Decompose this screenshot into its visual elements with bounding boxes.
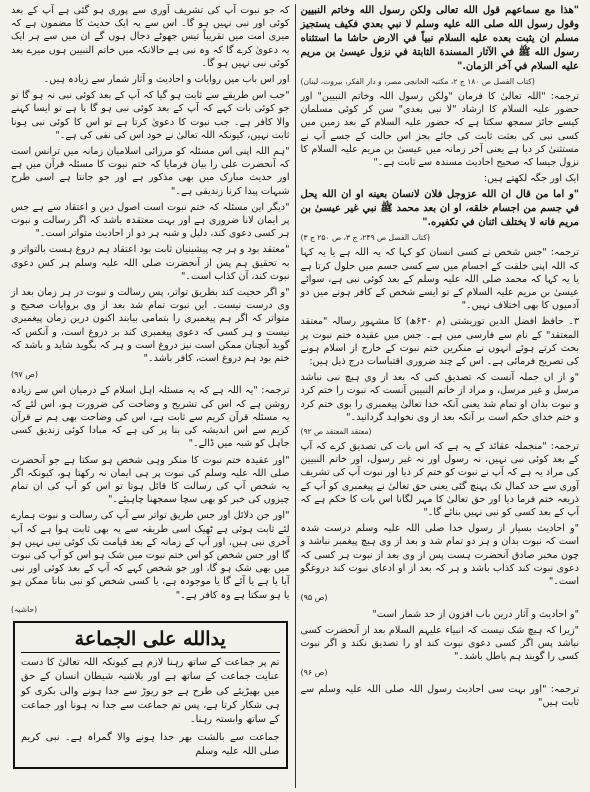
left-column (6, 4, 295, 788)
transition-line: ایک اور جگہ لکھتے ہیں: (483, 173, 579, 185)
page-reference: (ص ۹۷) (11, 370, 39, 380)
box-text: جماعت سے بالشت بھر جدا ہونے والا گمراہ ہے۔ نبی کریم صلی اللہ علیہ وسلم (21, 731, 280, 758)
right-column (296, 4, 585, 788)
persian-paragraph: "و احادیث و آثار درین باب افزون از حد شمار است" (372, 608, 579, 620)
quote-box (13, 621, 288, 769)
box-heading: يدالله على الجماعة (21, 626, 280, 653)
body-paragraph: "ہم اللہ اپنی اس مسئلہ کو مرزائی اسلامیان زمانہ میں ترانس است کہ آنحضرت علی را بیان فرمایا کہ ختم نبوت کا مسئلہ قرآن میں ہے اور حدیث مبارک میں بھی مذکور ہے اور جو جانتا ہے اسی طرح شبہات پیدا کرنا زندیقی ہے۔" (11, 146, 290, 197)
body-paragraph: "و اگر حجیت کند بطریق تواتر، پس رسالت و نبوت در ہر زمان بعد از وی درست نیست۔ ایں نبوت تمام شد بعد از وی بروایات صحیح و متواتر کہ اگر ہم پیغمبری را بتمامی بیابند اکنون درین زمان پیغمبری نیست و ہر کسی کہ دعوی پیغمبری کند بر دروغ است، و آنکس کہ گوید آنچنان ممکن است نیز دروغ است و ہر کہ بگوید شاید و باشد کہ ختم بود ہم دروغ است، کافر باشد۔" (11, 287, 290, 365)
citation: (معتقد المعتقد ص ۹۲) (300, 427, 372, 437)
page-reference: (ص ۹۵) (300, 593, 328, 603)
numbered-paragraph: ۳۔ حافظ افضل الدین توریشتی (م ۶۳۰ھ) کا مشہور رسالہ "معتقد المعتقد" کے نام سے فارسی میں ہے۔ جس میں عقیدہ ختم نبوت پر بحث کرتے ہوئے انہوں نے منکرین ختم نبوت کے خارج از اسلام ہونے کی تصریح فرمائی ہے۔ اس کے چند ضروری اقتباسات درج ذیل ہیں: (300, 316, 579, 368)
translation-paragraph: ترجمہ: "اور بہت سی احادیث رسول اللہ صلی اللہ علیہ وسلم سے ثابت ہیں" (300, 683, 579, 708)
box-text: تم پر جماعت کے ساتھ رہنا لازم ہے کیونکہ اللہ تعالیٰ کا دست عنایت جماعت کے ساتھ ہے اور بلاشبہ شیطان انسان کے حق میں بھیڑیئے کی طرح ہے جو ریوڑ سے جدا ہونے والی بکری کو ہی شکار کرتا ہے، پس تم جماعت سے جدا نہ ہونا اور جماعت کے ساتھ وابستہ رہنا۔ (21, 656, 280, 726)
translation-paragraph: ترجمہ: "یہ اللہ ہے کہ یہ مسئلہ اہل اسلام کے درمیان اس سے زیادہ روشن ہے کہ اس کی تشریح و وضاحت کی ضرورت ہو، اس لئے کہ یہ مسئلہ قرآن کریم سے ثابت ہے، اس کی وضاحت بھی ہم نے قرآن کریم سے اس اندیشہ کی بنا پر کی ہے کہ مبادا کوئی زندیق کسی جاہل کو شبہ میں ڈالے۔" (11, 385, 290, 450)
body-paragraph: "دیگر این مسئلہ کہ ختم نبوت است اصول دین و اعتقاد سے ہے جس پر ایمان لانا ضروری ہے اور بہت معتقدہ باشد کہ اگر رسالت و نبوت ہر کسی دعوی کند، دلیل و شبہ ہر دو از احادیث متواتر است۔" (11, 201, 290, 240)
body-paragraph: کہ جو نبوت آپ کی تشریف آوری سے پوری ہو گئی ہے آپ کے بعد کوئی اور نبی نہیں ہو گا۔ اس سے یہ ایک حدیث کا مضمون ہے کہ میری امت میں تقریباً تیس جھوٹے دجال ہوں گے ان میں سے ہر ایک یہ دعویٰ کرے گا کہ وہ نبی ہے حالانکہ میں خاتم النبیین ہوں میرے بعد کوئی نبی نہیں ہو گا۔ (11, 5, 290, 69)
body-paragraph: اور اس باب میں روایات و احادیث و آثار شمار سے زیادہ ہیں۔ (43, 74, 290, 86)
translation-paragraph: "اور جن دلائل اور جس طریق تواتر سے آپ کی رسالت و نبوت ہمارے لئے ثابت ہوئی ہے ٹھیک اسی طریقہ سے یہ بھی ثابت ہوا ہے کہ آپ آخری نبی ہیں، اور آپ کے زمانہ کے بعد قیامت تک کوئی نبی نہیں ہو گا اور جس شخص کو اس ختم نبوت میں شک ہو اس کو آپ کی نبوت میں بھی شک ہو گا، اور جو شخص کہے کہ آپ کے بعد کوئی اور نبی آیا یا ہے یا آئے گا یا موجودہ ہے، یا کسی شخص کو نبی بنانا ممکن ہو یا ہو سکتا ہے وہ کافر ہے۔" (11, 510, 290, 601)
translation-paragraph: ترجمہ: "اللہ تعالیٰ کا فرمان "ولکن رسول اللہ وخاتم النبیین" اور حضور علیہ السلام کا ارشاد "لا نبی بعدی" سن کر کوئی مسلمان کیسے جائز سمجھ سکتا ہے کہ حضور علیہ السلام کے بعد زمین میں کسی نبی کی بعثت ثابت کی جائے بجز اس حالت کے جسے آپ نے مستثنیٰ کر دیا ہے یعنی آخر زمانہ میں عیسیٰ بن مریم علیہ السلام کا نزول جیسا کہ صحیح احادیث مسندہ سے ثابت ہے۔" (300, 91, 579, 169)
translation-paragraph: ترجمہ: "جس شخص نے کسی انسان کو کہا کہ یہ اللہ ہے یا یہ کہا کہ اللہ اپنی خلقت کے اجسام میں سے کسی جسم میں حلول کرتا ہے یا یہ کہا کہ محمد صلی اللہ علیہ وسلم کے بعد کوئی نبی ہے، سوائے عیسیٰ بن مریم علیہ السلام کے تو ایسے شخص کے کافر ہونے میں دو آدمیوں کا بھی اختلاف نہیں۔" (300, 247, 579, 312)
arabic-quote: "و اما من قال ان الله عزوجل فلان لانسان بعينه او ان الله يحل في جسم من اجسام خلقه، او ان بعد محمد ﷺ نبي غير عيسىٰ بن مريم فانه لا يختلف اثنان في تكفيره." (300, 189, 579, 229)
arabic-quote: "هذا مع سماعهم قول الله تعالى ولكن رسول الله وخاتم النبيين وقول رسول الله صلى الله عليه وسلم لا نبي بعدي فكيف يستجيز مسلم ان يثبت بعده عليه السلام نبياً في الارض حاشا ما استثناه رسول الله ﷺ في الآثار المسندة الثابتة في نزول عيسىٰ بن مريم عليه السلام في آخر الزمان." (300, 5, 579, 72)
translation-paragraph: "اور عقیدہ ختم نبوت کا منکر وہی شخص ہو سکتا ہے جو آنحضرت صلی اللہ علیہ وسلم کی نبوت پر ہی ایمان نہ رکھتا ہو، کیونکہ اگر یہ شخص آپ کی رسالت کا قائل ہوتا تو اس کو آپ کی ان تمام چیزوں کی خبر کو بھی سچا سمجھنا چاہیئے۔" (11, 454, 290, 506)
body-paragraph: "معتقد بود و ہر چہ پیشینیان ثابت بود اعتقاد ہم دروغ ہست بالتواتر و بہ تحقیق ہم پس از آنحضرت صلی اللہ علیہ وسلم ہر کس دعوی نبوت کند، آن کذاب است۔" (11, 244, 290, 282)
citation: (کتاب الفصل ص ۲۴۹، ج ۳، ص ۲۵۰ ج ۳) (300, 233, 430, 243)
translation-paragraph: ترجمہ: "منجملہ عقائد کے یہ ہے کہ اس بات کی تصدیق کرے کہ آپ کے بعد کوئی نبی نہیں، نہ رسول اور نہ غیر رسول، اور خاتم النبیین کی مراد یہ ہے کہ آپ نے نبوت کو ختم کر دیا اور نبوت آپ کی تشریف آوری سے حد کمال تک پہنچ گئی یعنی حق تعالیٰ نے پیغمبری کو آپ کے ذریعہ ختم فرما دیا اور حق تعالیٰ کا مہر لگانا اس بات کا حکم ہے کہ آپ کے بعد کسی کو نبی نہیں بنائے گا۔" (300, 441, 579, 519)
persian-paragraph: "و احادیث بسیار از رسول خدا صلی اللہ علیہ وسلم درست شدہ است کہ نبوت بدان و ہر دو تمام شد و بعد از وی ہیچ پیغمبر نباشد و چون مخبر صادق آنحضرت ہست پس از وی بعد از نبوت ہر کسی کہ دعوی نبوت کند کذاب باشد و ہر کہ بعد از او ادعای نبوت کند دروغگو است۔" (300, 523, 579, 588)
persian-paragraph: "زیرا کہ ہیچ شک نیست کہ انبیاء علیہم السلام بعد از آنحضرت کسی نباشد پس اگر کسی دعوی نبوت کند او را تصدیق نکند و اگر نبوت کسی را گویند ہم باطل باشد۔" (300, 624, 579, 663)
citation: (حاشیہ) (11, 604, 38, 614)
persian-quote: "و از اں جملہ آنست کہ تصدیق کنی کہ بعد از وی ہیچ نبی نباشد مرسل و غیر مرسل، و مراد از خاتم النبیین آنست کہ نبوت را ختم کرد و نبوت بدان او تمام شد یعنی آنکہ خدا تعالیٰ پیغمبری را بوی ختم کرد و ختم خدای حکم است بر آنکہ بعد از وی نخواہد گردانید۔" (300, 372, 579, 423)
page-reference: (ص ۹۶) (300, 668, 328, 678)
body-paragraph: "جب اس طریقے سے ثابت ہو گیا کہ آپ کے بعد کوئی نبی نہ ہو گا تو جو کوئی بات کہے کہ آپ کے بعد کوئی نبی ہو گا یا ہے تو ایسا کہنے والا کافر ہے۔ جب نبوت کا دعویٰ کرتا ہے تو اس کا کوئی نبی ہونا ثابت نہیں، کیونکہ اللہ تعالیٰ نے خود اس کی نفی کی ہے۔" (11, 90, 290, 141)
citation: (كتاب الفصل ص ۱۸۰ ج ۲، مکتبہ الخانجی مصر، و دار الفکر، بیروت، لبنان) (300, 77, 535, 86)
